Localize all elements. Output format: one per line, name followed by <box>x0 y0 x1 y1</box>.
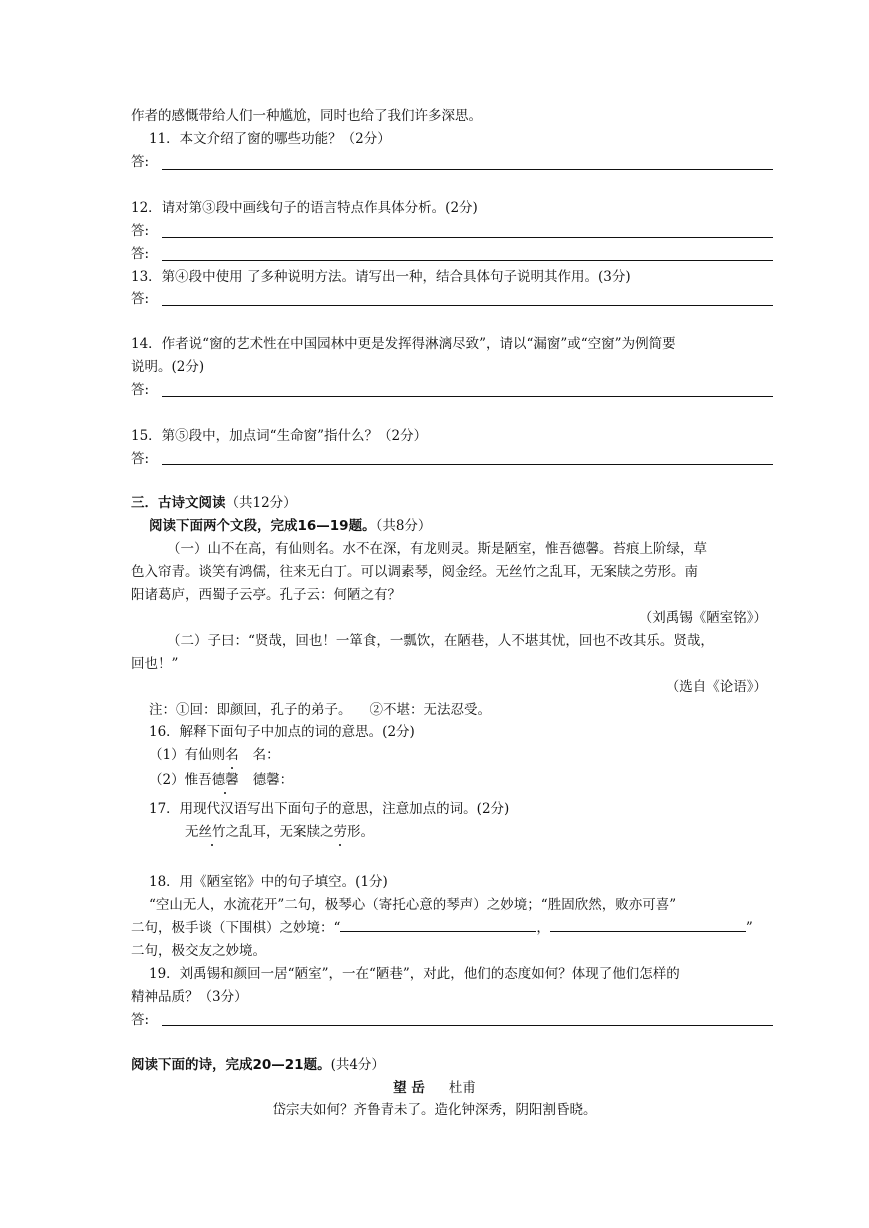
answer-label: 答: <box>131 246 150 262</box>
answer-label: 答: <box>131 154 150 170</box>
question-12: 12．请对第③段中画线句子的语言特点作具体分析。(2分) <box>131 200 478 216</box>
dotted-word: 丝竹 <box>198 824 226 840</box>
reading-2-score: (共4分） <box>330 1057 385 1073</box>
note-2: ②不堪：无法忍受。 <box>369 702 491 718</box>
q18-line2-text: 二句，极手谈（下围棋）之妙境：“ <box>131 920 341 936</box>
fill-blank[interactable] <box>550 919 746 932</box>
answer-line[interactable] <box>162 1025 773 1026</box>
question-16-2 <box>149 771 293 789</box>
q16-2-word: 德馨： <box>252 772 294 788</box>
reading-2-instruction <box>131 1056 385 1074</box>
q16-2-prefix: （2）惟吾 <box>149 772 212 788</box>
text-1-source: （刘禹锡《陋室铭》） <box>638 610 767 626</box>
answer-line[interactable] <box>162 396 773 397</box>
poem-title: 望 岳 <box>393 1080 425 1096</box>
poem-line-1: 岱宗夫如何？齐鲁青未了。造化钟深秀，阴阳割昏晓。 <box>272 1102 597 1118</box>
reading-1-bold: 阅读下面两个文段，完成16—19题。 <box>149 518 376 534</box>
question-14-line1: 14．作者说“窗的艺术性在中国园林中更是发挥得淋漓尽致”，请以“漏窗”或“空窗”为例简要 <box>131 336 676 352</box>
q18-close-quote: ” <box>745 920 753 936</box>
fill-blank[interactable] <box>340 919 536 932</box>
question-19-line-2: 精神品质？（3分） <box>131 989 248 1005</box>
section-3-score: （共12分） <box>225 495 297 511</box>
q16-1-prefix: （1）有仙则 <box>149 747 226 763</box>
answer-label: 答: <box>131 1012 150 1028</box>
answer-line[interactable] <box>162 237 773 238</box>
answer-label: 答: <box>131 382 150 398</box>
question-15: 15．第⑤段中，加点词“生命窗”指什么？（2分） <box>131 428 428 444</box>
question-18-line-2 <box>131 919 753 937</box>
question-13: 13．第④段中使用 了多种说明方法。请写出一种，结合具体句子说明其作用。(3分) <box>131 269 631 285</box>
text-2-source: （选自《论语》） <box>665 679 767 695</box>
q17-text: 形。 <box>347 824 374 840</box>
answer-label: 答: <box>131 291 150 307</box>
q17-text: 无 <box>185 824 199 840</box>
question-18-line-3: 二句，极交友之妙境。 <box>131 943 266 959</box>
text-1-line-3: 阳诸葛庐，西蜀子云亭。孔子云：何陋之有？ <box>131 587 401 603</box>
answer-label: 答: <box>131 451 150 467</box>
answer-label: 答: <box>131 223 150 239</box>
answer-line[interactable] <box>162 464 773 465</box>
question-17-sentence <box>185 823 374 841</box>
note-1: 注：①回：即颜回，孔子的弟子。 <box>149 702 352 718</box>
intro-line: 作者的感慨带给人们一种尴尬，同时也给了我们许多深思。 <box>131 108 482 124</box>
answer-line[interactable] <box>162 169 773 170</box>
reading-2-bold: 阅读下面的诗，完成20—21题。 <box>131 1057 331 1073</box>
question-18: 18．用《陋室铭》中的句子填空。(1分) <box>149 874 388 890</box>
text-1-line-1: （一）山不在高，有仙则名。水不在深，有龙则灵。斯是陋室，惟吾德馨。苔痕上阶绿，草 <box>167 541 707 557</box>
answer-line[interactable] <box>162 260 773 261</box>
reading-1-instruction <box>149 517 431 535</box>
text-2-line-1: （二）子曰：“贤哉，回也！一箪食，一瓢饮，在陋巷，人不堪其忧，回也不改其乐。贤哉， <box>167 633 714 649</box>
question-19-line-1: 19．刘禹锡和颜回一居“陋室”，一在“陋巷”，对此，他们的态度如何？体现了他们怎样的 <box>149 966 680 982</box>
q16-1-word: 名： <box>252 747 280 763</box>
dotted-word: 名 <box>225 747 239 763</box>
dotted-word: 德馨 <box>211 772 239 788</box>
question-11: 11．本文介绍了窗的哪些功能？（2分） <box>149 131 391 147</box>
question-16: 16．解释下面句子中加点的词的意思。(2分) <box>149 724 415 740</box>
section-3-title: 三．古诗文阅读 <box>131 495 226 511</box>
poem-heading <box>0 1079 869 1097</box>
answer-line[interactable] <box>162 305 773 306</box>
reading-1-score: （共8分） <box>375 518 432 534</box>
text-1-line-2: 色入帘青。谈笑有鸿儒，往来无白丁。可以调素琴，阅金经。无丝竹之乱耳，无案牍之劳形。南 <box>131 564 698 580</box>
q18-comma: ， <box>536 920 550 936</box>
q17-text: 之乱耳，无案牍之 <box>225 824 334 840</box>
section-3-heading <box>131 494 297 512</box>
text-2-line-2: 回也！” <box>131 656 179 672</box>
question-17: 17．用现代汉语写出下面句子的意思，注意加点的词。(2分) <box>149 801 510 817</box>
poem-author: 杜甫 <box>448 1080 476 1096</box>
notes <box>149 701 491 719</box>
question-18-line-1: “空山无人，水流花开”二句，极琴心（寄托心意的琴声）之妙境；“胜固欣然，败亦可喜” <box>149 897 677 913</box>
dotted-word: 劳 <box>333 824 347 840</box>
question-16-1 <box>149 746 280 764</box>
question-14-line2: 说明。(2分) <box>131 359 205 375</box>
